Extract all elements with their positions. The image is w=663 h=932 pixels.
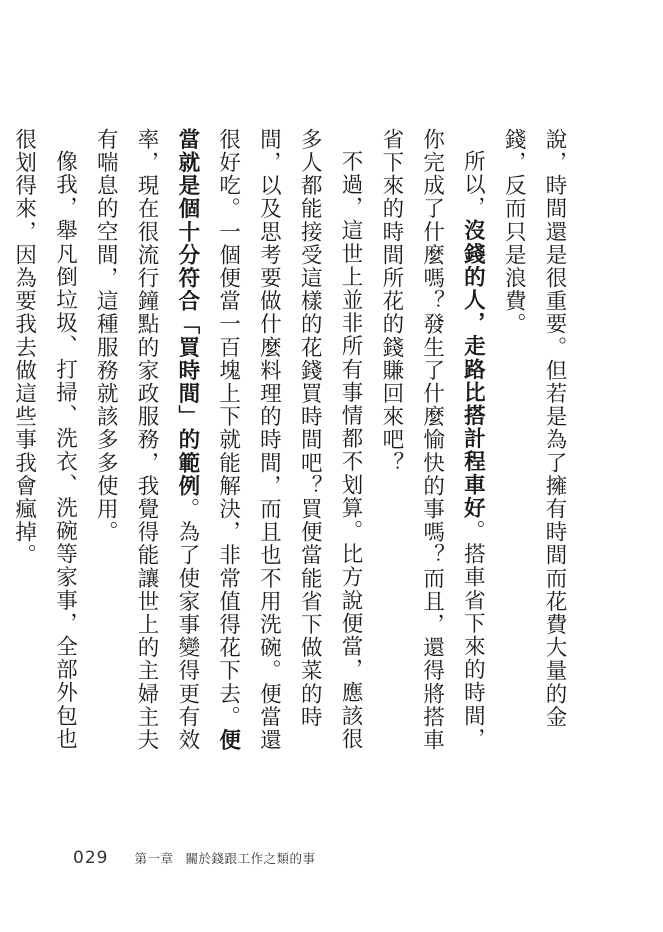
- chapter-label: 第一章: [134, 851, 174, 866]
- page-number: 029: [73, 848, 109, 868]
- paragraph-2-emphasis: 沒錢的人，走路比搭計程車好: [460, 218, 486, 520]
- paragraph-1: [492, 128, 574, 768]
- body-text: [11, 128, 574, 768]
- page-footer: [73, 848, 315, 870]
- paragraph-2-lead: 所以，: [460, 149, 486, 219]
- paragraph-2-rest: 。搭車省下來的時間，你完成了什麼嗎？發生了什麼愉快的事嗎？而且，還得將搭車省下來的時間所花的錢賺回來吧？: [378, 128, 486, 752]
- paragraph-3-lead: 不過，這世上並非所有事情都不划算。比方說便當，應該很多人都能接受這樣的花錢買時間吧？買便當能省下做菜的時間，以及思考要做什麼料理的時間，而且也不用洗碗。便當還很好吃。一個便當一百塊上下就能解決，非常值得花下去。: [215, 128, 364, 752]
- chapter-title: 關於錢跟工作之類的事: [185, 851, 316, 866]
- paragraph-2: [370, 128, 492, 768]
- paragraph-3-rest: 。為了使家事變得更有效率，現在很流行鐘點的家政服務，我覺得能讓世上的主婦主夫有喘息的空間，這種服務就該多多使用。: [93, 128, 200, 752]
- paragraph-3-emphasis: 便當就是個十分符合「買時間」的範例: [174, 128, 241, 752]
- paragraph-4-text: 像我，舉凡倒垃圾、打掃、洗衣、洗碗等家事，全部外包也很划得來，因為要我去做這些事我會瘋掉。: [11, 128, 78, 751]
- paragraph-4: [3, 128, 85, 768]
- paragraph-1-text: 說，時間還是很重要。但若是為了擁有時間而花費大量的金錢，反而只是浪費。: [501, 128, 567, 729]
- running-head: [134, 849, 315, 867]
- paragraph-5: [0, 128, 3, 768]
- paragraph-3: [84, 128, 370, 768]
